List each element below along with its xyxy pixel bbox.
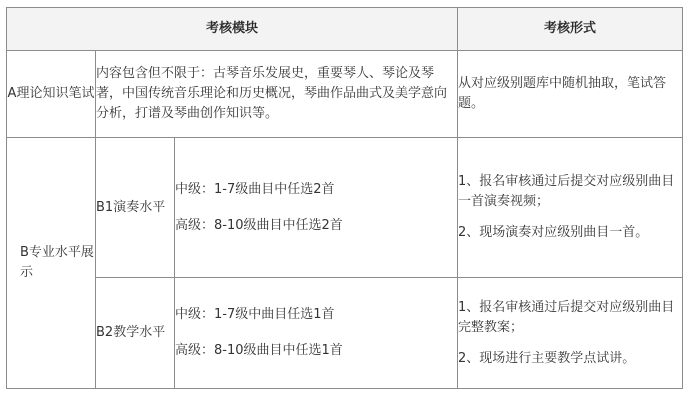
module-b2-mid-level: 中级：1-7级中曲目任选1首 xyxy=(175,307,335,322)
module-b2-form xyxy=(458,278,683,389)
module-a-name: A理论知识笔试 xyxy=(7,51,96,138)
module-b-name: B专业水平展示 xyxy=(7,138,96,389)
module-b2-form-item-1: 1、报名审核通过后提交对应级别曲目完整教案； xyxy=(458,299,675,335)
module-b1-form-item-2: 2、现场演奏对应级别曲目一首。 xyxy=(458,225,649,240)
assessment-table xyxy=(6,7,683,389)
table-row-b2 xyxy=(7,278,683,389)
table-header-row xyxy=(7,8,683,51)
module-b1-mid-level: 中级：1-7级曲目中任选2首 xyxy=(175,181,335,197)
module-a-content: 内容包含但不限于：古琴音乐发展史，重要琴人、琴论及琴著，中国传统音乐理论和历史概况，琴曲作品曲式及美学意向分析，打谱及琴曲创作知识等。 xyxy=(96,51,458,138)
header-form: 考核形式 xyxy=(458,8,683,51)
module-b1-high-level: 高级：8-10级曲目中任选2首 xyxy=(175,217,343,233)
table-row-a xyxy=(7,51,683,138)
module-b1-name: B1演奏水平 xyxy=(96,138,175,278)
module-b2-levels xyxy=(175,278,458,389)
module-b1-form-item-1: 1、报名审核通过后提交对应级别曲目一首演奏视频； xyxy=(458,174,675,209)
module-b1-form xyxy=(458,138,683,278)
module-b2-form-item-2: 2、现场进行主要教学点试讲。 xyxy=(458,350,636,366)
module-a-form: 从对应级别题库中随机抽取，笔试答题。 xyxy=(458,51,683,138)
module-b2-name: B2教学水平 xyxy=(96,278,175,389)
module-b1-levels xyxy=(175,138,458,278)
table-row-b1 xyxy=(7,138,683,278)
header-module: 考核模块 xyxy=(7,8,458,51)
module-b2-high-level: 高级：8-10级曲目中任选1首 xyxy=(175,343,343,358)
